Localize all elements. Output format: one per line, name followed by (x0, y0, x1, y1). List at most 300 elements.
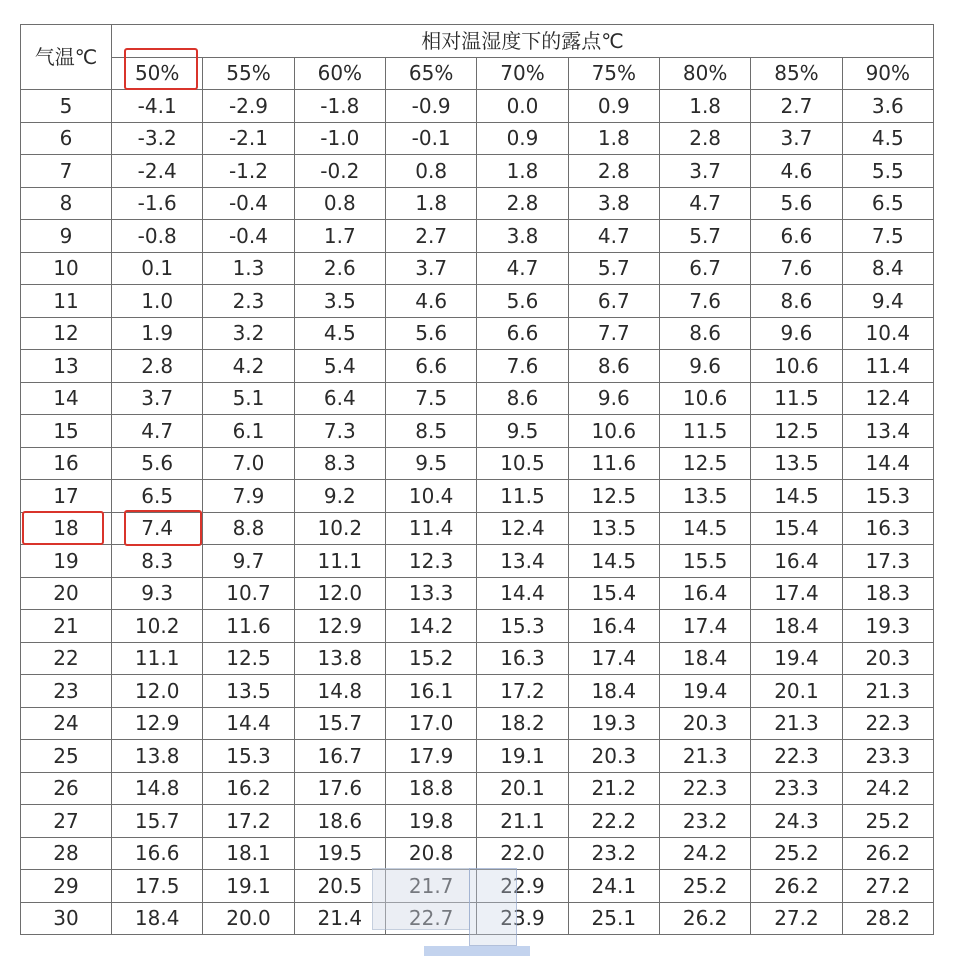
dew-point-cell: -2.1 (203, 122, 294, 155)
relative-humidity-group-header: 相对温湿度下的露点℃ (112, 25, 934, 58)
dew-point-cell: 8.6 (477, 382, 568, 415)
dew-point-cell: 13.3 (385, 577, 476, 610)
dew-point-cell: 19.1 (477, 740, 568, 773)
dew-point-cell: 0.8 (385, 155, 476, 188)
dew-point-cell: 3.6 (842, 90, 933, 123)
temperature-cell: 13 (21, 350, 112, 383)
dew-point-cell: 4.2 (203, 350, 294, 383)
temperature-column-header: 气温℃ (21, 25, 112, 90)
dew-point-cell: 21.3 (659, 740, 750, 773)
dew-point-cell: 12.9 (294, 610, 385, 643)
screenshot-artifact-bar (424, 946, 530, 956)
dew-point-cell: 12.5 (659, 447, 750, 480)
dew-point-cell: 15.3 (203, 740, 294, 773)
dew-point-cell: 15.5 (659, 545, 750, 578)
dew-point-cell: 14.4 (842, 447, 933, 480)
screenshot-artifact-overlay (469, 868, 517, 946)
dew-point-cell: 19.1 (203, 870, 294, 903)
dew-point-cell: 19.5 (294, 837, 385, 870)
dew-point-cell: 2.7 (385, 220, 476, 253)
dew-point-cell: 8.8 (203, 512, 294, 545)
dew-point-cell: 4.5 (842, 122, 933, 155)
table-row (21, 740, 934, 773)
dew-point-cell: 6.6 (751, 220, 842, 253)
dew-point-cell: 13.8 (294, 642, 385, 675)
dew-point-cell: 9.4 (842, 285, 933, 318)
dew-point-cell: 10.5 (477, 447, 568, 480)
dew-point-cell: 24.3 (751, 805, 842, 838)
dew-point-cell: 3.8 (477, 220, 568, 253)
temperature-cell: 26 (21, 772, 112, 805)
dew-point-cell: 4.7 (568, 220, 659, 253)
temperature-cell: 30 (21, 902, 112, 935)
dew-point-cell: -1.8 (294, 90, 385, 123)
table-row (21, 577, 934, 610)
temperature-cell: 9 (21, 220, 112, 253)
table-row (21, 382, 934, 415)
dew-point-cell: 8.3 (112, 545, 203, 578)
dew-point-cell: 5.7 (568, 252, 659, 285)
dew-point-cell: 1.7 (294, 220, 385, 253)
dew-point-cell: 0.1 (112, 252, 203, 285)
dew-point-cell: 5.6 (477, 285, 568, 318)
dew-point-cell: 6.5 (842, 187, 933, 220)
dew-point-cell: 14.2 (385, 610, 476, 643)
dew-point-cell: -0.9 (385, 90, 476, 123)
dew-point-cell: 16.4 (568, 610, 659, 643)
temperature-cell: 6 (21, 122, 112, 155)
temperature-cell: 24 (21, 707, 112, 740)
temperature-cell: 12 (21, 317, 112, 350)
dew-point-cell: 0.9 (568, 90, 659, 123)
dew-point-cell: 10.6 (659, 382, 750, 415)
dew-point-cell: 22.0 (477, 837, 568, 870)
dew-point-cell: 11.1 (294, 545, 385, 578)
dew-point-cell: 3.8 (568, 187, 659, 220)
dew-point-cell: 5.4 (294, 350, 385, 383)
dew-point-cell: 12.0 (294, 577, 385, 610)
dew-point-cell: 4.6 (751, 155, 842, 188)
dew-point-cell: 2.3 (203, 285, 294, 318)
temperature-cell: 21 (21, 610, 112, 643)
dew-point-cell: 17.0 (385, 707, 476, 740)
table-row (21, 642, 934, 675)
dew-point-cell: 20.8 (385, 837, 476, 870)
rh-header-7: 85% (751, 57, 842, 90)
dew-point-cell: 2.8 (659, 122, 750, 155)
dew-point-cell: 1.8 (477, 155, 568, 188)
dew-point-cell: 3.7 (659, 155, 750, 188)
dew-point-cell: 22.3 (659, 772, 750, 805)
rh-header-2: 60% (294, 57, 385, 90)
dew-point-cell: 9.6 (659, 350, 750, 383)
dew-point-cell: 16.3 (842, 512, 933, 545)
temperature-cell: 20 (21, 577, 112, 610)
table-row (21, 122, 934, 155)
dew-point-cell: 25.2 (751, 837, 842, 870)
dew-point-cell: 8.6 (568, 350, 659, 383)
dew-point-cell: 16.1 (385, 675, 476, 708)
dew-point-cell: 11.5 (477, 480, 568, 513)
dew-point-cell: 4.7 (112, 415, 203, 448)
dew-point-cell: 4.5 (294, 317, 385, 350)
dew-point-cell: 0.8 (294, 187, 385, 220)
temperature-cell: 5 (21, 90, 112, 123)
dew-point-cell: 17.4 (659, 610, 750, 643)
dew-point-cell: 12.9 (112, 707, 203, 740)
dew-point-cell: 7.5 (385, 382, 476, 415)
dew-point-cell: 13.8 (112, 740, 203, 773)
dew-point-cell: 14.8 (112, 772, 203, 805)
dew-point-cell: 11.6 (203, 610, 294, 643)
dew-point-cell: 18.2 (477, 707, 568, 740)
dew-point-cell: 28.2 (842, 902, 933, 935)
dew-point-cell: 1.8 (568, 122, 659, 155)
dew-point-cell: 14.4 (477, 577, 568, 610)
dew-point-cell: 16.6 (112, 837, 203, 870)
dew-point-cell: 9.5 (477, 415, 568, 448)
dew-point-cell: 20.0 (203, 902, 294, 935)
dew-point-cell: 9.3 (112, 577, 203, 610)
dew-point-cell: 9.2 (294, 480, 385, 513)
dew-point-cell: -0.8 (112, 220, 203, 253)
dew-point-cell: 7.3 (294, 415, 385, 448)
dew-point-cell: 21.3 (842, 675, 933, 708)
dew-point-cell: 7.6 (751, 252, 842, 285)
rh-header-3: 65% (385, 57, 476, 90)
dew-point-cell: 9.7 (203, 545, 294, 578)
dew-point-cell: 20.5 (294, 870, 385, 903)
dew-point-cell: 12.5 (568, 480, 659, 513)
temperature-cell: 29 (21, 870, 112, 903)
temperature-cell: 11 (21, 285, 112, 318)
dew-point-cell: 9.5 (385, 447, 476, 480)
temperature-cell: 19 (21, 545, 112, 578)
dew-point-cell: 4.6 (385, 285, 476, 318)
dew-point-cell: 12.4 (477, 512, 568, 545)
dew-point-cell: 14.5 (659, 512, 750, 545)
dew-point-cell: 0.0 (477, 90, 568, 123)
dew-point-cell: 22.7 (385, 902, 476, 935)
dew-point-cell: 7.5 (842, 220, 933, 253)
temperature-cell: 27 (21, 805, 112, 838)
table-row (21, 350, 934, 383)
dew-point-cell: 6.5 (112, 480, 203, 513)
dew-point-cell: -3.2 (112, 122, 203, 155)
table-row (21, 837, 934, 870)
dew-point-cell: 19.3 (842, 610, 933, 643)
dew-point-cell: 15.4 (751, 512, 842, 545)
dew-point-cell: 1.8 (385, 187, 476, 220)
table-row (21, 545, 934, 578)
dew-point-cell: 8.3 (294, 447, 385, 480)
table-row (21, 512, 934, 545)
dew-point-cell: 10.6 (751, 350, 842, 383)
dew-point-cell: 6.6 (477, 317, 568, 350)
temperature-cell: 8 (21, 187, 112, 220)
dew-point-cell: 24.2 (842, 772, 933, 805)
table-row (21, 805, 934, 838)
dew-point-cell: 2.8 (568, 155, 659, 188)
rh-header-0: 50% (112, 57, 203, 90)
relative-humidity-header-row (21, 57, 934, 90)
dew-point-cell: 15.7 (294, 707, 385, 740)
dew-point-cell: 13.4 (477, 545, 568, 578)
dew-point-cell: 1.3 (203, 252, 294, 285)
dew-point-cell: 8.6 (751, 285, 842, 318)
table-row (21, 220, 934, 253)
dew-point-cell: 23.2 (659, 805, 750, 838)
table-row (21, 707, 934, 740)
dew-point-table-frame (20, 24, 934, 930)
dew-point-cell: 15.4 (568, 577, 659, 610)
dew-point-cell: 18.1 (203, 837, 294, 870)
dew-point-cell: 5.1 (203, 382, 294, 415)
dew-point-cell: 7.7 (568, 317, 659, 350)
dew-point-cell: 12.4 (842, 382, 933, 415)
dew-point-cell: 8.5 (385, 415, 476, 448)
dew-point-cell: 4.7 (477, 252, 568, 285)
dew-point-cell: 5.6 (385, 317, 476, 350)
dew-point-cell: 3.7 (751, 122, 842, 155)
table-row (21, 155, 934, 188)
table-row (21, 187, 934, 220)
dew-point-cell: 26.2 (659, 902, 750, 935)
dew-point-cell: 1.0 (112, 285, 203, 318)
rh-header-1: 55% (203, 57, 294, 90)
table-row (21, 90, 934, 123)
dew-point-cell: -0.4 (203, 220, 294, 253)
dew-point-cell: 9.6 (568, 382, 659, 415)
temperature-cell: 10 (21, 252, 112, 285)
dew-point-cell: 25.2 (659, 870, 750, 903)
dew-point-cell: 12.3 (385, 545, 476, 578)
dew-point-cell: 23.3 (751, 772, 842, 805)
table-row (21, 317, 934, 350)
dew-point-cell: 14.4 (203, 707, 294, 740)
dew-point-cell: 9.6 (751, 317, 842, 350)
dew-point-cell: 17.9 (385, 740, 476, 773)
dew-point-cell: -0.2 (294, 155, 385, 188)
table-row (21, 447, 934, 480)
dew-point-cell: -1.0 (294, 122, 385, 155)
dew-point-table-body (21, 90, 934, 935)
dew-point-cell: 15.3 (477, 610, 568, 643)
dew-point-cell: 10.2 (112, 610, 203, 643)
dew-point-cell: 18.8 (385, 772, 476, 805)
dew-point-cell: 17.5 (112, 870, 203, 903)
dew-point-cell: 12.5 (751, 415, 842, 448)
dew-point-cell: 2.6 (294, 252, 385, 285)
dew-point-cell: 5.6 (112, 447, 203, 480)
screenshot-artifact-overlay (372, 868, 470, 930)
table-row (21, 610, 934, 643)
dew-point-cell: 17.2 (477, 675, 568, 708)
dew-point-cell: -0.4 (203, 187, 294, 220)
dew-point-cell: 17.3 (842, 545, 933, 578)
dew-point-cell: 18.4 (112, 902, 203, 935)
dew-point-cell: 5.6 (751, 187, 842, 220)
dew-point-cell: 23.9 (477, 902, 568, 935)
dew-point-cell: 10.4 (385, 480, 476, 513)
dew-point-cell: 16.2 (203, 772, 294, 805)
dew-point-cell: 15.7 (112, 805, 203, 838)
dew-point-cell: 10.2 (294, 512, 385, 545)
temperature-cell: 23 (21, 675, 112, 708)
dew-point-cell: 13.4 (842, 415, 933, 448)
rh-header-4: 70% (477, 57, 568, 90)
dew-point-cell: 2.8 (477, 187, 568, 220)
dew-point-cell: 21.2 (568, 772, 659, 805)
dew-point-cell: 18.4 (568, 675, 659, 708)
dew-point-cell: 17.6 (294, 772, 385, 805)
dew-point-cell: 11.1 (112, 642, 203, 675)
temperature-cell: 16 (21, 447, 112, 480)
dew-point-cell: 1.8 (659, 90, 750, 123)
dew-point-cell: 16.4 (751, 545, 842, 578)
dew-point-cell: 19.3 (568, 707, 659, 740)
dew-point-cell: 16.3 (477, 642, 568, 675)
dew-point-cell: 1.9 (112, 317, 203, 350)
dew-point-cell: 6.6 (385, 350, 476, 383)
dew-point-cell: 7.6 (659, 285, 750, 318)
dew-point-cell: 3.2 (203, 317, 294, 350)
dew-point-cell: 22.3 (842, 707, 933, 740)
dew-point-cell: 5.7 (659, 220, 750, 253)
dew-point-cell: 0.9 (477, 122, 568, 155)
table-row (21, 675, 934, 708)
table-row (21, 415, 934, 448)
dew-point-cell: 13.5 (659, 480, 750, 513)
dew-point-cell: 18.6 (294, 805, 385, 838)
dew-point-cell: 17.4 (568, 642, 659, 675)
dew-point-cell: 15.2 (385, 642, 476, 675)
dew-point-cell: 21.4 (294, 902, 385, 935)
dew-point-cell: 11.5 (751, 382, 842, 415)
dew-point-cell: 10.6 (568, 415, 659, 448)
dew-point-cell: 17.4 (751, 577, 842, 610)
dew-point-cell: 7.9 (203, 480, 294, 513)
dew-point-cell: 20.3 (659, 707, 750, 740)
dew-point-cell: -1.6 (112, 187, 203, 220)
temperature-cell: 22 (21, 642, 112, 675)
dew-point-cell: -2.4 (112, 155, 203, 188)
dew-point-cell: 3.5 (294, 285, 385, 318)
dew-point-cell: 7.6 (477, 350, 568, 383)
dew-point-cell: 25.1 (568, 902, 659, 935)
rh-header-6: 80% (659, 57, 750, 90)
temperature-cell: 14 (21, 382, 112, 415)
dew-point-cell: 12.0 (112, 675, 203, 708)
rh-header-5: 75% (568, 57, 659, 90)
dew-point-cell: 25.2 (842, 805, 933, 838)
dew-point-cell: 26.2 (842, 837, 933, 870)
dew-point-cell: 24.2 (659, 837, 750, 870)
table-row (21, 480, 934, 513)
dew-point-cell: 5.5 (842, 155, 933, 188)
table-row (21, 285, 934, 318)
dew-point-cell: 22.9 (477, 870, 568, 903)
dew-point-cell: 26.2 (751, 870, 842, 903)
table-row (21, 252, 934, 285)
temperature-cell: 28 (21, 837, 112, 870)
dew-point-cell: 21.1 (477, 805, 568, 838)
dew-point-cell: 8.6 (659, 317, 750, 350)
dew-point-cell: -2.9 (203, 90, 294, 123)
dew-point-cell: 3.7 (112, 382, 203, 415)
dew-point-cell: -1.2 (203, 155, 294, 188)
dew-point-cell: 14.5 (568, 545, 659, 578)
dew-point-cell: 8.4 (842, 252, 933, 285)
dew-point-cell: 24.1 (568, 870, 659, 903)
dew-point-cell: 19.8 (385, 805, 476, 838)
dew-point-table (20, 24, 934, 935)
dew-point-cell: 11.5 (659, 415, 750, 448)
dew-point-cell: 11.4 (842, 350, 933, 383)
dew-point-cell: 16.4 (659, 577, 750, 610)
temperature-cell: 7 (21, 155, 112, 188)
dew-point-cell: 6.7 (568, 285, 659, 318)
dew-point-cell: 6.1 (203, 415, 294, 448)
dew-point-cell: 27.2 (751, 902, 842, 935)
dew-point-cell: 21.3 (751, 707, 842, 740)
temperature-cell: 25 (21, 740, 112, 773)
dew-point-cell: 3.7 (385, 252, 476, 285)
dew-point-cell: 4.7 (659, 187, 750, 220)
dew-point-cell: 15.3 (842, 480, 933, 513)
dew-point-cell: 13.5 (203, 675, 294, 708)
dew-point-cell: 19.4 (659, 675, 750, 708)
dew-point-cell: 16.7 (294, 740, 385, 773)
table-group-header-row (21, 25, 934, 58)
dew-point-cell: 7.4 (112, 512, 203, 545)
dew-point-cell: 22.2 (568, 805, 659, 838)
temperature-cell: 15 (21, 415, 112, 448)
dew-point-cell: 10.4 (842, 317, 933, 350)
dew-point-cell: -0.1 (385, 122, 476, 155)
dew-point-cell: 11.4 (385, 512, 476, 545)
dew-point-cell: 13.5 (751, 447, 842, 480)
dew-point-cell: 11.6 (568, 447, 659, 480)
dew-point-cell: 19.4 (751, 642, 842, 675)
dew-point-cell: 12.5 (203, 642, 294, 675)
dew-point-cell: 6.7 (659, 252, 750, 285)
dew-point-cell: 20.3 (842, 642, 933, 675)
dew-point-cell: 14.5 (751, 480, 842, 513)
dew-point-cell: 2.7 (751, 90, 842, 123)
dew-point-cell: 2.8 (112, 350, 203, 383)
dew-point-cell: 18.4 (659, 642, 750, 675)
dew-point-cell: 23.2 (568, 837, 659, 870)
dew-point-cell: 10.7 (203, 577, 294, 610)
dew-point-cell: 18.4 (751, 610, 842, 643)
temperature-cell: 17 (21, 480, 112, 513)
dew-point-cell: 20.1 (477, 772, 568, 805)
rh-header-8: 90% (842, 57, 933, 90)
dew-point-cell: 23.3 (842, 740, 933, 773)
dew-point-cell: 14.8 (294, 675, 385, 708)
dew-point-cell: 18.3 (842, 577, 933, 610)
dew-point-cell: 21.7 (385, 870, 476, 903)
temperature-cell: 18 (21, 512, 112, 545)
dew-point-cell: 20.3 (568, 740, 659, 773)
dew-point-cell: -4.1 (112, 90, 203, 123)
dew-point-cell: 13.5 (568, 512, 659, 545)
dew-point-cell: 27.2 (842, 870, 933, 903)
dew-point-cell: 7.0 (203, 447, 294, 480)
dew-point-cell: 22.3 (751, 740, 842, 773)
dew-point-cell: 6.4 (294, 382, 385, 415)
